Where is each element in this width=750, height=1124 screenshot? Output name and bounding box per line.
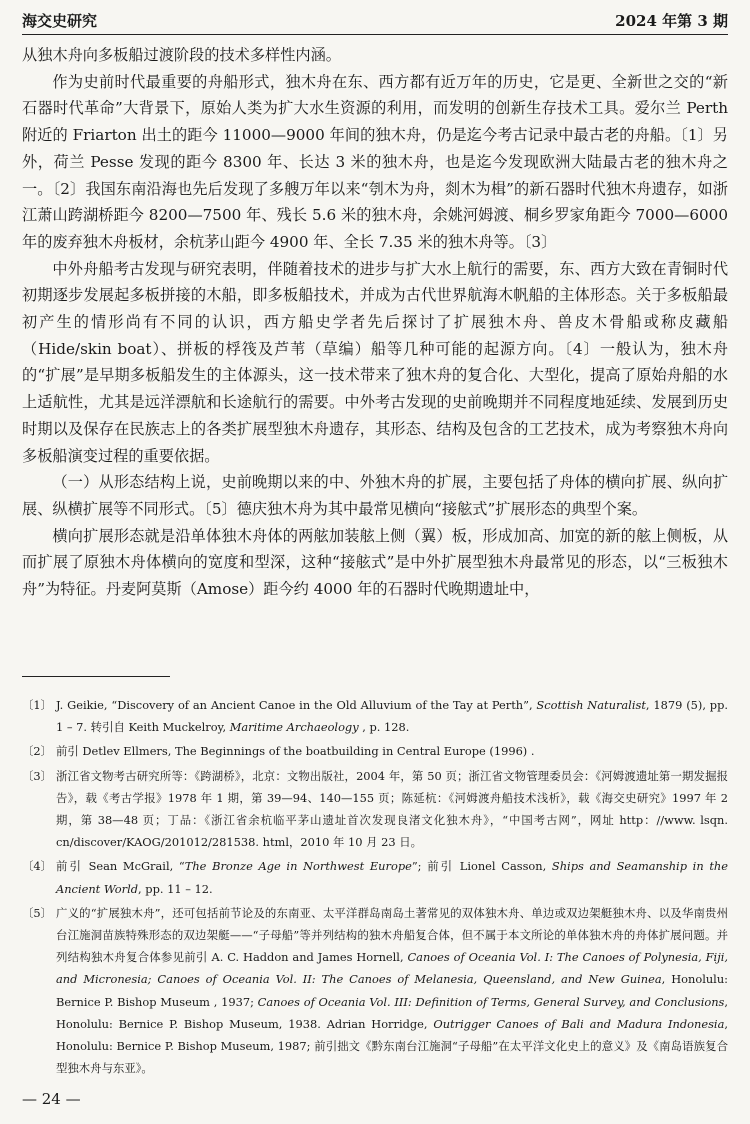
page-number: — 24 — xyxy=(22,1090,81,1108)
paragraph: 作为史前时代最重要的舟船形式，独木舟在东、西方都有近万年的历史，它是更、全新世之交的“新石器时代革命”大背景下，原始人类为扩大水生资源的利用，而发明的创新生存技术工具。爱尔兰 Perth 附近的 Friarton 出土的距今 11000—9000 年间的独木舟，仍是迄今考古记录中最古老的舟船。〔1〕另外，荷兰 Pesse 发现的距今 8300 年、长达 3 米的独木舟，也是迄今发现欧洲大陆最古老的独木舟之一。〔2〕我国东南沿海也先后发现了多艘万年以来“刳木为舟，剡木为楫”的新石器时代独木舟遗存，如浙江萧山跨湖桥距今 8200—7500 年、残长 5.6 米的独木舟，余姚河姆渡、桐乡罗家角距今 7000—6000 年的废弃独木舟板材，余杭茅山距今 4900 年、全长 7.35 米的独木舟等。〔3〕 xyxy=(22,72,728,251)
paragraph: （一）从形态结构上说，史前晚期以来的中、外独木舟的扩展，主要包括了舟体的横向扩展、纵向扩展、纵横扩展等不同形式。〔5〕德庆独木舟为其中最常见横向“接舷式”扩展形态的典型个案。 xyxy=(22,473,728,518)
header-rule xyxy=(22,34,728,35)
footnote-3 xyxy=(22,765,728,854)
footnote-text: 浙江省文物考古研究所等：《跨湖桥》，北京：文物出版社，2004 年，第 50 页；浙江省文物管理委员会：《河姆渡遗址第一期发掘报告》，载《考古学报》1978 年 1 期，第 39—94、140—155 页；陈延杭：《河姆渡舟船技术浅析》，载《海交史研究》1997 年 2 期，第 38—48 页；丁品：《浙江省余杭临平茅山遗址首次发现良渚文化独木舟》，“中国考古网”，网址 http：//www. lsqn. cn/discover/KAOG/201012/281538. html，2010 年 10 月 23 日。 xyxy=(56,768,728,850)
footnote-text: J. Geikie, “Discovery of an Ancient Canoe in the Old Alluvium of the Tay at Perth”, Scottish Naturalist, 1879 (5), pp. 1 – 7. 转引自 Keith Muckelroy, Maritime Archaeology , p. 128. xyxy=(56,698,728,735)
footnote-number: 〔1〕 xyxy=(22,698,53,712)
footnote-text: 前引 Detlev Ellmers, The Beginnings of the boatbuilding in Central Europe (1996) . xyxy=(56,744,535,759)
footnote-2 xyxy=(22,740,728,762)
footnote-4 xyxy=(22,855,728,899)
footnote-number: 〔5〕 xyxy=(22,905,53,920)
paragraph: 中外舟船考古发现与研究表明，伴随着技术的进步与扩大水上航行的需要，东、西方大致在青铜时代初期逐步发展起多板拼接的木船，即多板船技术，并成为古代世界航海木帆船的主体形态。关于多板船最初产生的情形尚有不同的认识，西方船史学者先后探讨了扩展独木舟、兽皮木骨船或称皮藏船（Hide/skin boat）、拼板的桴筏及芦苇（草编）船等几种可能的起源方向。〔4〕一般认为，独木舟的“扩展”是早期多板船发生的主体源头，这一技术带来了独木舟的复合化、大型化，提高了原始舟船的水上适航性，尤其是远洋漂航和长途航行的需要。中外考古发现的史前晚期并不同程度地延续、发展到历史时期以及保存在民族志上的各类扩展型独木舟遗存，其形态、结构及包含的工艺技术，成为考察独木舟向多板船演变过程的重要依据。 xyxy=(22,259,728,465)
footnote-text: 前引 Sean McGrail, “The Bronze Age in Northwest Europe”; 前引 Lionel Casson, Ships and Seamanship in the Ancient World, pp. 11 – 12. xyxy=(56,859,728,896)
journal-title: 海交史研究 xyxy=(22,11,98,30)
footnote-number: 〔3〕 xyxy=(22,768,53,783)
paragraph: 从独木舟向多板船过渡阶段的技术多样性内涵。 xyxy=(22,46,341,64)
running-header xyxy=(22,8,728,32)
footnote-number: 〔4〕 xyxy=(22,859,53,874)
main-text xyxy=(22,42,728,603)
footnote-text: 广义的“扩展独木舟”，还可包括前节论及的东南亚、太平洋群岛南岛土著常见的双体独木舟、单边或双边架艇独木舟、以及华南贵州台江施洞苗族特殊形态的双边架艇——“子母船”等并列结构的独木舟船复合体，但不属于本文所论的单体独木舟的舟体扩展问题。并列结构独木舟复合体参见前引 A. C. Haddon and James Hornell, Canoes of Oceania Vol. I: The Canoes of Polynesia, Fiji, and Micronesia; Canoes of Oceania Vol. II: The Canoes of Melanesia, Queensland, and New Guinea, Honolulu: Bernice P. Bishop Museum , 1937; Canoes of Oceania Vol. III: Definition of Terms, General Survey, and Conclusions, Honolulu: Bernice P. Bishop Museum, 1938. Adrian Horridge, Outrigger Canoes of Bali and Madura Indonesia, Honolulu: Bernice P. Bishop Museum, 1987; 前引拙文《黔东南台江施洞“子母船”在太平洋文化史上的意义》及《南岛语族复合型独木舟与东亚》。 xyxy=(56,905,729,1076)
footnote-number: 〔2〕 xyxy=(22,744,53,759)
issue-label: 2024 年第 3 期 xyxy=(615,11,728,30)
footnotes xyxy=(22,694,728,1081)
footnote-rule xyxy=(22,676,170,677)
paragraph: 横向扩展形态就是沿单体独木舟体的两舷加装舷上侧（翼）板，形成加高、加宽的新的舷上侧板，从而扩展了原独木舟体横向的宽度和型深，这种“接舷式”是中外扩展型独木舟最常见的形态，以“三板独木舟”为特征。丹麦阿莫斯（Amose）距今约 4000 年的石器时代晚期遗址中， xyxy=(22,526,728,599)
footnote-5 xyxy=(22,902,728,1080)
footnote-1 xyxy=(22,694,728,738)
